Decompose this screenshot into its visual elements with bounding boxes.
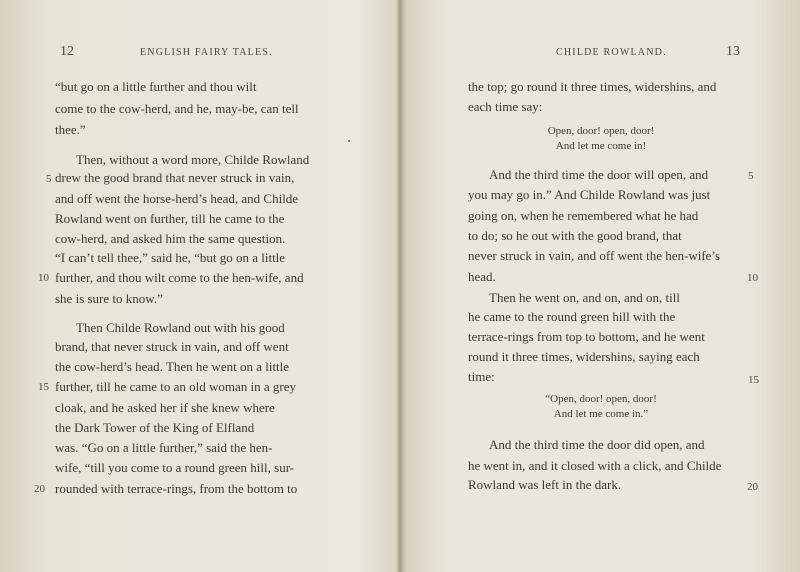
text-line: And the third time the door did open, and xyxy=(489,437,705,452)
verse-line: And let me come in.” xyxy=(553,408,649,420)
text-line: And the third time the door will open, and xyxy=(489,167,709,182)
text-line: he came to the round green hill with the xyxy=(468,309,676,324)
text-line: round it three times, widershins, saying each xyxy=(468,349,700,364)
text-line: further, till he came to an old woman in a grey xyxy=(55,379,296,394)
verse-line: “Open, door! open, door! xyxy=(545,393,657,405)
left-running-head: ENGLISH FAIRY TALES. xyxy=(140,47,273,58)
text-line: each time say: xyxy=(468,99,543,114)
line-number: 20 xyxy=(747,481,758,493)
text-line: thee.” xyxy=(55,122,86,137)
text-line: and off went the horse-herd’s head, and Childe xyxy=(55,191,299,206)
text-line: the cow-herd’s head. Then he went on a little xyxy=(55,359,290,374)
line-number: 15 xyxy=(748,374,759,386)
paper-speck xyxy=(348,140,350,142)
text-line: she is sure to know.” xyxy=(55,291,163,306)
left-page-number: 12 xyxy=(60,44,74,59)
text-line: he went in, and it closed with a click, and Childe xyxy=(468,458,722,473)
text-line: Then he went on, and on, and on, till xyxy=(489,290,680,305)
text-line: the Dark Tower of the King of Elfland xyxy=(55,420,255,435)
text-line: drew the good brand that never struck in vain, xyxy=(55,170,295,185)
text-line: “I can’t tell thee,” said he, “but go on a little xyxy=(55,250,286,265)
text-line: come to the cow-herd, and he, may-be, can tell xyxy=(55,101,299,116)
text-line: going on, when he remembered what he had xyxy=(468,208,699,223)
text-line: further, and thou wilt come to the hen-wife, and xyxy=(55,270,304,285)
right-page xyxy=(402,0,800,572)
verse-line: Open, door! open, door! xyxy=(547,125,655,137)
text-line: rounded with terrace-rings, from the bottom to xyxy=(55,481,298,496)
right-page-number: 13 xyxy=(726,44,740,59)
line-number: 10 xyxy=(747,272,758,284)
text-line: cow-herd, and asked him the same question. xyxy=(55,231,286,246)
right-running-head: CHILDE ROWLAND. xyxy=(556,47,667,58)
text-line: terrace-rings from top to bottom, and he went xyxy=(468,329,705,344)
verse-line: And let me come in! xyxy=(555,140,647,152)
text-line: was. “Go on a little further,” said the hen- xyxy=(55,440,273,455)
text-line: wife, “till you come to a round green hill, sur- xyxy=(55,460,295,475)
line-number: 5 xyxy=(46,173,52,185)
text-line: Rowland was left in the dark. xyxy=(468,477,622,492)
line-number: 15 xyxy=(38,381,49,393)
text-line: time: xyxy=(468,369,495,384)
text-line: Then, without a word more, Childe Rowland xyxy=(76,152,310,167)
text-line: “but go on a little further and thou wilt xyxy=(55,79,257,94)
line-number: 10 xyxy=(38,272,49,284)
text-line: never struck in vain, and off went the hen-wife’s xyxy=(468,248,721,263)
text-line: Rowland went on further, till he came to the xyxy=(55,211,285,226)
text-line: head. xyxy=(468,269,496,284)
text-line: Then Childe Rowland out with his good xyxy=(76,320,285,335)
text-line: cloak, and he asked her if she knew where xyxy=(55,400,275,415)
line-number: 20 xyxy=(34,483,45,495)
text-line: to do; so he out with the good brand, that xyxy=(468,228,682,243)
line-number: 5 xyxy=(748,170,754,182)
left-page xyxy=(0,0,398,572)
text-line: you may go in.” And Childe Rowland was just xyxy=(468,187,711,202)
text-line: brand, that never struck in vain, and off went xyxy=(55,339,289,354)
text-line: the top; go round it three times, widershins, and xyxy=(468,79,717,94)
